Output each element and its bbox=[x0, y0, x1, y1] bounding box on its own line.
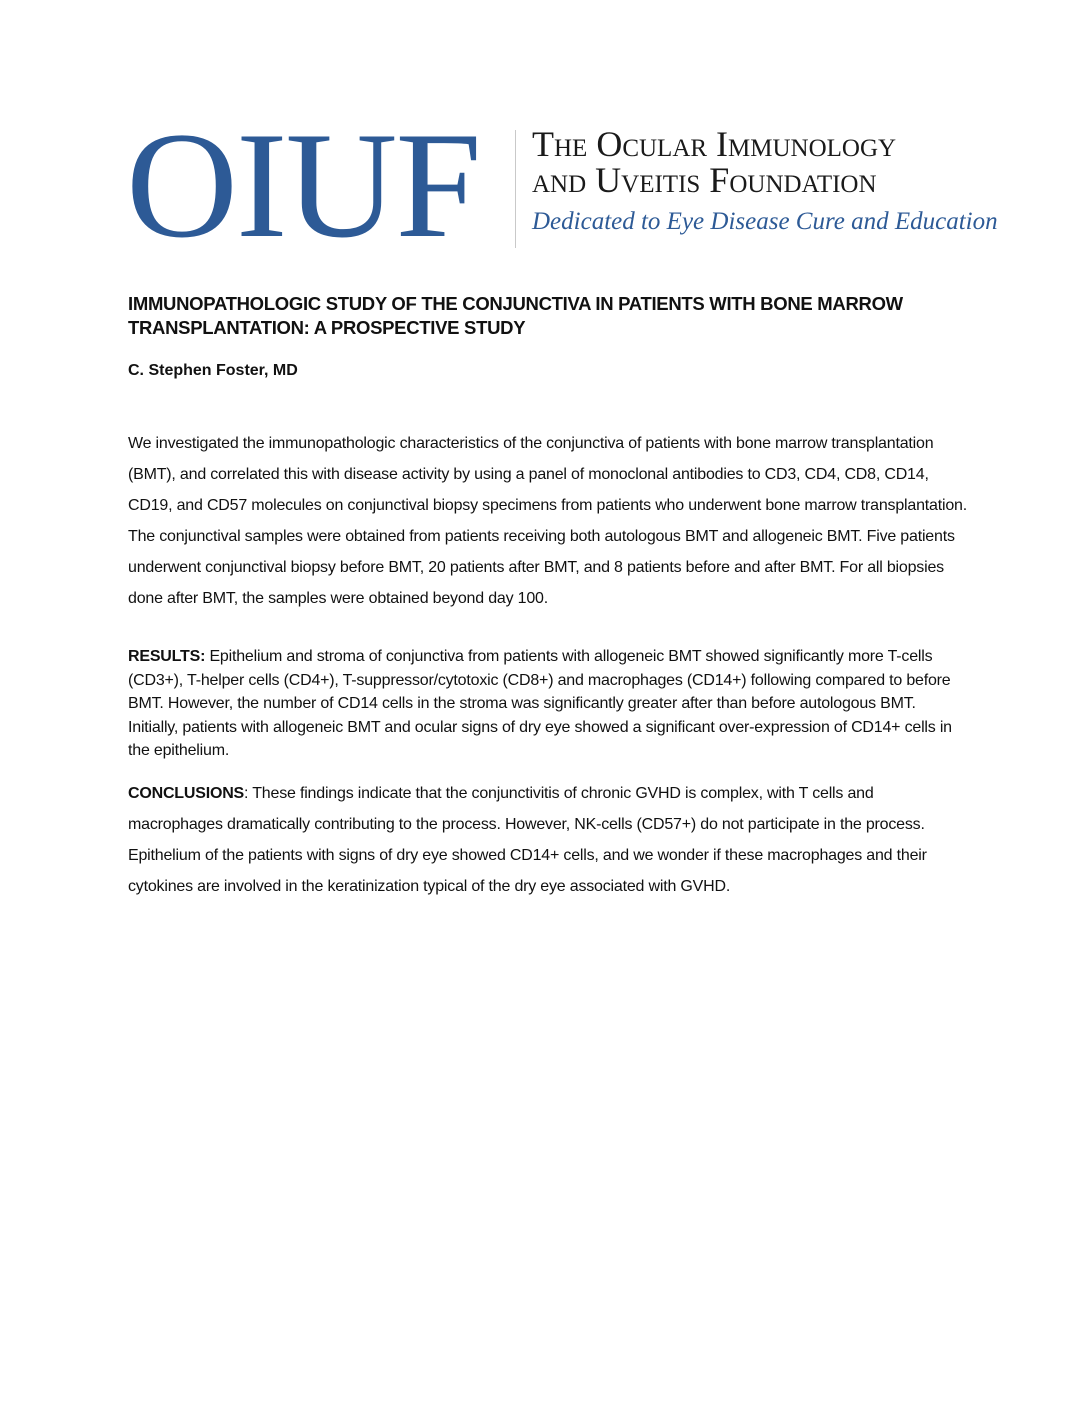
conclusions-paragraph bbox=[128, 778, 968, 902]
logo-divider bbox=[515, 130, 516, 248]
logo-mark: OIUF bbox=[126, 101, 480, 269]
logo-name-line1: The Ocular Immunology bbox=[532, 124, 897, 164]
conclusions-text: : These findings indicate that the conjunctivitis of chronic GVHD is complex, with T cells and macrophages dramatically contributing to the process. However, NK-cells (CD57+) do not participate in the process. Epithelium of the patients with signs of dry eye showed CD14+ cells, and we wonder if these macrophages and their cytokines are involved in the keratinization typical of the dry eye associated with GVHD. bbox=[128, 785, 927, 895]
conclusions-label: CONCLUSIONS bbox=[128, 785, 245, 802]
results-label: RESULTS: bbox=[128, 648, 206, 665]
logo-name-line2: and Uveitis Foundation bbox=[532, 160, 877, 200]
author: C. Stephen Foster, MD bbox=[128, 362, 298, 379]
results-text: Epithelium and stroma of conjunctiva from patients with allogeneic BMT showed significantly more T-cells (CD3+), T-helper cells (CD4+), T-suppressor/cytotoxic (CD8+) and macrophages (CD14+) following compared to before BMT. However, the number of CD14 cells in the stroma was significantly greater after than before autologous BMT. Initially, patients with allogeneic BMT and ocular signs of dry eye showed a significant over-expression of CD14+ cells in the epithelium. bbox=[128, 648, 952, 759]
intro-paragraph: We investigated the immunopathologic characteristics of the conjunctiva of patients with bone marrow transplantation (BMT), and correlated this with disease activity by using a panel of monoclonal antibodies to CD3, CD4, CD8, CD14, CD19, and CD57 molecules on conjunctival biopsy specimens from patients who underwent bone marrow transplantation. The conjunctival samples were obtained from patients receiving both autologous BMT and allogeneic BMT. Five patients underwent conjunctival biopsy before BMT, 20 patients after BMT, and 8 patients before and after BMT. For all biopsies done after BMT, the samples were obtained beyond day 100. bbox=[128, 435, 967, 607]
document-title: IMMUNOPATHOLOGIC STUDY OF THE CONJUNCTIVA IN PATIENTS WITH BONE MARROW TRANSPLANTATION: A PROSPECTIVE STUDY bbox=[128, 293, 903, 338]
foundation-logo bbox=[126, 101, 998, 269]
results-paragraph bbox=[128, 645, 968, 763]
logo-tagline: Dedicated to Eye Disease Cure and Education bbox=[532, 208, 998, 235]
